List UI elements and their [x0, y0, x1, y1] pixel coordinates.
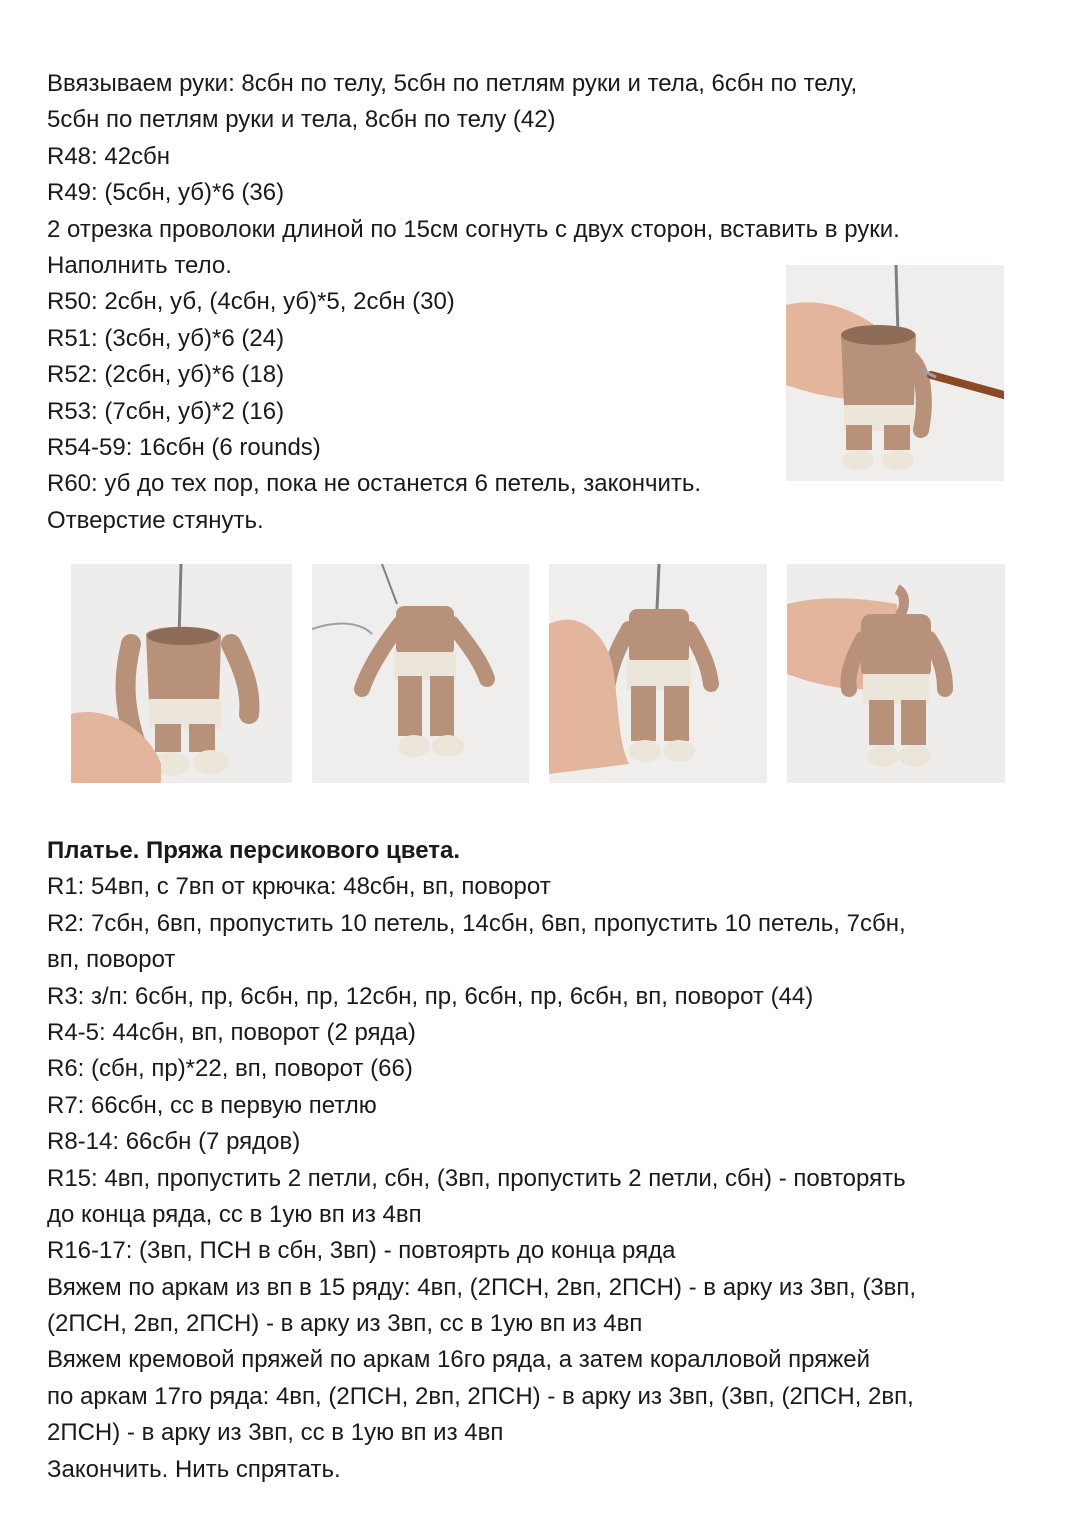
section-heading: Платье. Пряжа персикового цвета.	[47, 837, 461, 864]
photo-4	[787, 564, 1005, 783]
instruction-line: Отверстие стянуть.	[47, 506, 264, 534]
instruction-line: R60: уб до тех пор, пока не останется 6 петель, закончить.	[47, 470, 702, 498]
instruction-line: R53: (7сбн, уб)*2 (16)	[47, 397, 285, 425]
instruction-line: R51: (3сбн, уб)*6 (24)	[47, 324, 285, 352]
instruction-line: R6: (сбн, пр)*22, вп, поворот (66)	[47, 1055, 413, 1083]
instruction-line: R1: 54вп, с 7вп от крючка: 48сбн, вп, поворот	[47, 873, 551, 901]
photo-stuffing-body	[786, 265, 1004, 481]
instruction-line: Наполнить тело.	[47, 251, 232, 279]
instruction-line: Вяжем по аркам из вп в 15 ряду: 4вп, (2ПСН, 2вп, 2ПСН) - в арку из 3вп, (3вп,	[47, 1273, 917, 1301]
instruction-line: по аркам 17го ряда: 4вп, (2ПСН, 2вп, 2ПСН) - в арку из 3вп, (3вп, (2ПСН, 2вп,	[47, 1382, 914, 1410]
instruction-line: 5сбн по петлям руки и тела, 8сбн по телу (42)	[47, 106, 556, 134]
instruction-line: R49: (5сбн, уб)*6 (36)	[47, 179, 285, 207]
photo-3	[549, 564, 767, 783]
instruction-line: (2ПСН, 2вп, 2ПСН) - в арку из 3вп, сс в 1ую вп из 4вп	[47, 1310, 643, 1338]
instruction-line: до конца ряда, сс в 1ую вп из 4вп	[47, 1200, 422, 1228]
instruction-line: R4-5: 44сбн, вп, поворот (2 ряда)	[47, 1018, 416, 1046]
instruction-line: Ввязываем руки: 8сбн по телу, 5сбн по петлям руки и тела, 6сбн по телу,	[47, 70, 858, 97]
dress-instructions	[47, 833, 916, 1488]
instruction-line: R3: з/п: 6сбн, пр, 6сбн, пр, 12сбн, пр, 6сбн, пр, 6сбн, вп, поворот (44)	[47, 982, 814, 1010]
instruction-line: R8-14: 66сбн (7 рядов)	[47, 1128, 301, 1156]
instruction-line: 2ПСН) - в арку из 3вп, сс в 1ую вп из 4вп	[47, 1419, 504, 1447]
instruction-line: R7: 66сбн, сс в первую петлю	[47, 1091, 377, 1119]
instruction-line: R54-59: 16сбн (6 rounds)	[47, 433, 321, 461]
instruction-line: вп, поворот	[47, 946, 176, 974]
instruction-line: Вяжем кремовой пряжей по аркам 16го ряда, а затем коралловой пряжей	[47, 1346, 871, 1374]
instruction-line: R2: 7сбн, 6вп, пропустить 10 петель, 14сбн, 6вп, пропустить 10 петель, 7сбн,	[47, 909, 906, 937]
body-instructions	[47, 66, 900, 539]
instruction-line: 2 отрезка проволоки длиной по 15см согнуть с двух сторон, вставить в руки.	[47, 215, 900, 243]
photo-1	[71, 564, 292, 783]
instruction-line: R15: 4вп, пропустить 2 петли, сбн, (3вп, пропустить 2 петли, сбн) - повторять	[47, 1164, 906, 1192]
photo-2	[312, 564, 529, 783]
instruction-line: R52: (2сбн, уб)*6 (18)	[47, 361, 285, 389]
instruction-line: R48: 42сбн	[47, 142, 171, 170]
instruction-line: R16-17: (3вп, ПСН в сбн, 3вп) - повтоярть до конца ряда	[47, 1237, 676, 1265]
instruction-line: Закончить. Нить спрятать.	[47, 1455, 341, 1483]
instruction-line: R50: 2сбн, уб, (4сбн, уб)*5, 2сбн (30)	[47, 288, 455, 316]
